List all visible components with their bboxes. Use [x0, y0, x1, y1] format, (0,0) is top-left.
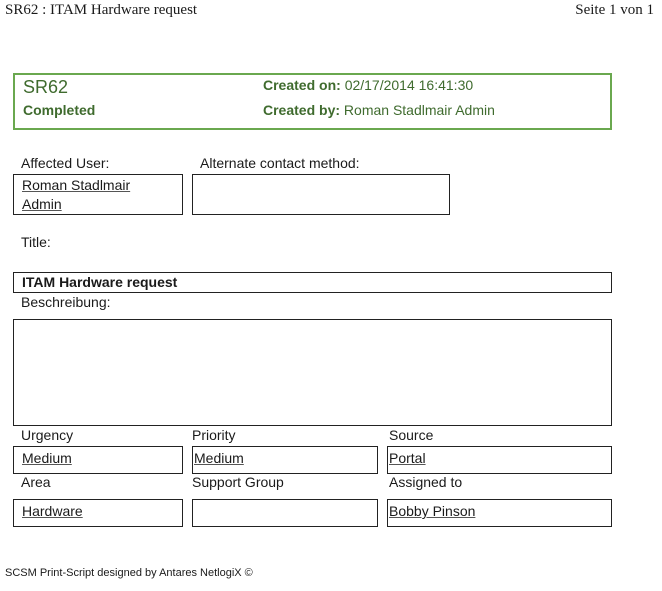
source-field: [387, 446, 612, 474]
support-group-label: Support Group: [192, 474, 284, 490]
alternate-contact-label: Alternate contact method:: [200, 155, 360, 171]
footer-credit: SCSM Print-Script designed by Antares NetlogiX ©: [5, 567, 253, 579]
document-title: SR62 : ITAM Hardware request: [5, 2, 198, 18]
title-label: Title:: [21, 234, 51, 250]
affected-user-label: Affected User:: [21, 155, 110, 171]
affected-user-line2: Admin: [22, 196, 62, 212]
alternate-contact-value: [193, 175, 449, 177]
created-on-label: Created on:: [263, 77, 341, 93]
urgency-value: Medium: [22, 450, 72, 466]
title-value: ITAM Hardware request: [22, 274, 178, 290]
description-field: [13, 319, 612, 426]
priority-field: [192, 446, 378, 474]
source-value: Portal: [389, 450, 426, 466]
urgency-field: [13, 446, 183, 474]
area-label: Area: [21, 474, 51, 490]
priority-value: Medium: [194, 450, 244, 466]
assigned-to-value: Bobby Pinson: [389, 503, 476, 519]
request-id: SR62: [23, 77, 69, 97]
created-on-value: 02/17/2014 16:41:30: [344, 77, 474, 93]
priority-label: Priority: [192, 427, 236, 443]
affected-user-field: [13, 174, 183, 215]
area-value: Hardware: [22, 503, 83, 519]
created-by-label: Created by:: [263, 102, 341, 118]
title-field: [13, 272, 612, 293]
summary-box: [13, 73, 612, 130]
affected-user-line1: Roman Stadlmair: [22, 177, 131, 193]
description-value: [14, 320, 611, 322]
created-by: [263, 102, 495, 118]
support-group-value: [193, 500, 377, 502]
source-label: Source: [389, 427, 434, 443]
created-by-value: Roman Stadlmair Admin: [343, 102, 495, 118]
assigned-to-label: Assigned to: [389, 474, 463, 490]
page-number: Seite 1 von 1: [575, 2, 654, 18]
support-group-field: [192, 499, 378, 527]
assigned-to-field: [387, 499, 612, 527]
alternate-contact-field: [192, 174, 450, 215]
request-status: Completed: [23, 102, 96, 118]
area-field: [13, 499, 183, 527]
description-label: Beschreibung:: [21, 294, 111, 310]
created-on: [263, 77, 473, 93]
urgency-label: Urgency: [21, 427, 74, 443]
